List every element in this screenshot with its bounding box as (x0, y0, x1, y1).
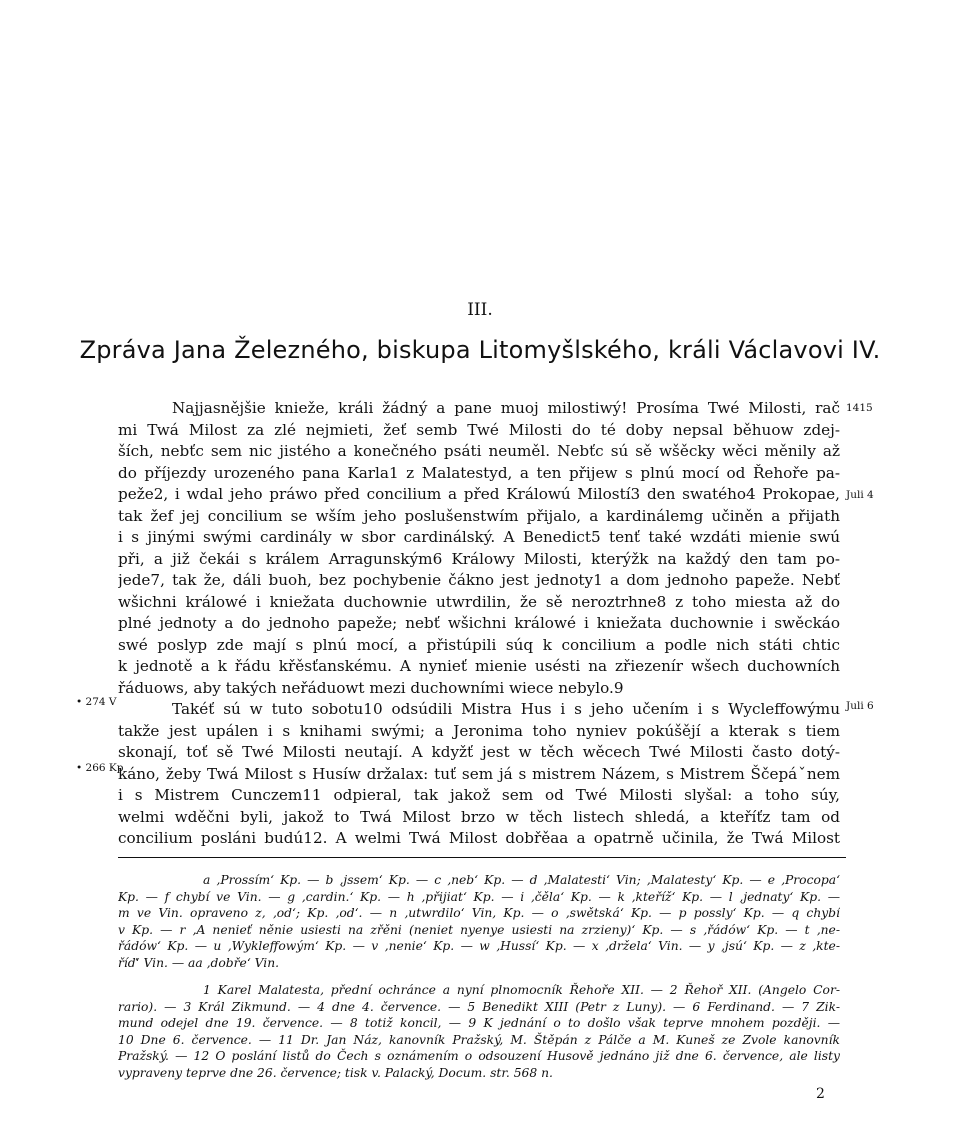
body-line: plné jednoty a do jednoho papeže; nebť wšichni králowé i kniežata duchownie i swěckáo (118, 614, 840, 632)
textual-note-line: v Kp. — r ‚A nenieť něnie usiesti na zřěni (neniet nyenye usiesti na zrzieny)‘ Kp. — s ‚řádów‘ Kp. — t ‚ne- (118, 922, 840, 937)
historical-note-line: Pražský. — 12 O poslání listů do Čech s oznámením o odsouzení Husově jednáno již dne 6. července, ale listy (118, 1049, 840, 1063)
body-line: concilium posláni budú12. A welmi Twá Milost dobřěaa a opatrně učinila, že Twá Milost (118, 829, 840, 847)
page-number: 2 (816, 1086, 825, 1102)
body-line: i s Mistrem Cunczem11 odpieral, tak jakož sem od Twé Milosti slyšal: a toho súy, (118, 786, 840, 804)
textual-note-line: m ve Vin. opraveno z, ‚od‘; Kp. ‚od‘. — n ‚utwrdilo‘ Vin, Kp. — o ‚swětská‘ Kp. — p possly‘ Kp. — q chybí (118, 906, 840, 920)
historical-note-line: rario). — 3 Král Zikmund. — 4 dne 4. července. — 5 Benedikt XIII (Petr z Luny). — 6 Ferdinand. — 7 Zik- (118, 999, 840, 1014)
margin-folio-274v: • 274 V (76, 696, 117, 708)
margin-year: 1415 (846, 402, 873, 414)
margin-date-juli-6: Juli 6 (846, 700, 874, 712)
body-line: tak žef jej concilium se wším jeho poslušenstwím přijalo, a kardinálemg učiněn a přijath (118, 506, 840, 525)
section-number: III. (467, 300, 493, 320)
margin-folio-266kp: • 266 Kp (76, 762, 124, 774)
body-line: do příjezdy urozeného pana Karla1 z Malatestyd, a ten přijew s plnú mocí od Řehoře pa- (118, 463, 840, 482)
textual-notes (118, 872, 840, 971)
body-line: při, a již čekái s králem Arragunským6 Králowy Milosti, kterýžk na každý den tam po- (118, 549, 840, 568)
body-line: takže jest upálen i s knihami swými; a Jeronima toho nyniev pokúšějí a kterak s tiem (118, 721, 840, 740)
letter-body (118, 398, 840, 850)
historical-note-line: 1 Karel Malatesta, přední ochránce a nyní plnomocník Řehoře XII. — 2 Řehoř XII. (Angelo Cor- (203, 983, 840, 997)
body-line: i s jinými swými cardinály w sbor cardinálský. A Benedict5 tenť také wzdáti mienie swú (118, 528, 840, 546)
textual-note-line: říď‘ Vin. — aa ‚dobře‘ Vin. (118, 955, 280, 970)
body-line: jede7, tak že, dáli buoh, bez pochybenie čákno jest jednoty1 a dom jednoho papeže. Nebť (118, 571, 840, 589)
textual-note-line: a ‚Prossím‘ Kp. — b ‚jssem‘ Kp. — c ‚neb‘ Kp. — d ‚Malatesti‘ Vin; ‚Malatesty‘ Kp. — e ‚Procopa‘ (203, 873, 840, 887)
body-line: skonají, toť sě Twé Milosti neutají. A kdyžť jest w těch wěcech Twé Milosti často dotý- (118, 743, 840, 761)
historical-note-line: vypraveny teprve dne 26. července; tisk v. Palacký, Docum. str. 568 n. (118, 1065, 553, 1080)
historical-note-line: mund odejel dne 19. července. — 8 totiž koncil, — 9 K jednání o to došlo však teprve mnohem později. — (118, 1016, 840, 1030)
historical-note-line: 10 Dne 6. července. — 11 Dr. Jan Náz, kanovník Pražský, M. Štěpán z Pálče a M. Kuneš ze Zvole kanovník (118, 1032, 840, 1047)
body-line: Najjasnějšie knieže, králi žádný a pane muoj milostiwý! Prosíma Twé Milosti, rač (172, 399, 840, 417)
document-title: Zpráva Jana Železného, biskupa Litomyšlského, králi Václavovi IV. (79, 336, 881, 364)
footnote-separator (118, 857, 846, 858)
body-line: mi Twá Milost za zlé nejmieti, žeť semb Twé Milosti do té doby nepsal běhuow zdej- (118, 420, 840, 439)
body-line: welmi wděčni byli, jakož to Twá Milost brzo w těch listech shledá, a kteříťz tam od (118, 807, 840, 826)
textual-note-line: Kp. — f chybí ve Vin. — g ‚cardin.‘ Kp. — h ‚přijiat‘ Kp. — i ‚čěla‘ Kp. — k ‚kteříž‘ Kp. — l ‚jednaty‘ Kp. — (118, 889, 840, 904)
body-line: k jednotě a k řádu křěsťanskému. A nynieť mienie usésti na zřiezenír wšech duchowních (118, 657, 840, 675)
historical-notes (118, 982, 840, 1081)
body-line: peže2, i wdal jeho práwo před concilium a před Králowú Milostí3 den swatého4 Prokopae, (118, 485, 840, 503)
body-line: wšichni králowé i kniežata duchownie utwrdilin, že sě neroztrhne8 z toho miesta až do (118, 592, 840, 611)
margin-date-juli-4: Juli 4 (846, 489, 874, 501)
body-line: ších, nebťc sem nic jistého a konečného psáti neuměl. Nebťc sú sě wšěcky wěci měnily až (118, 442, 840, 460)
body-line: swé poslyp zde mají s plnú mocí, a přistúpili súq k concilium a podle nich státi chtic (118, 635, 840, 654)
textual-note-line: řádów‘ Kp. — u ‚Wykleffowým‘ Kp. — v ‚nenie‘ Kp. — w ‚Hussí‘ Kp. — x ‚držela‘ Vin. — y ‚jsú‘ Kp. — z ‚kte- (118, 939, 840, 953)
body-line: Takéť sú w tuto sobotu10 odsúdili Mistra Hus i s jeho učením i s Wycleffowýmu (172, 700, 840, 718)
body-line: řáduows, aby takých neřáduowt mezi duchowními wiece nebylo.9 (118, 678, 624, 697)
body-line: káno, žeby Twá Milost s Husíw držalax: tuť sem já s mistrem Názem, s Mistrem Ščepáˇnem (118, 764, 840, 783)
